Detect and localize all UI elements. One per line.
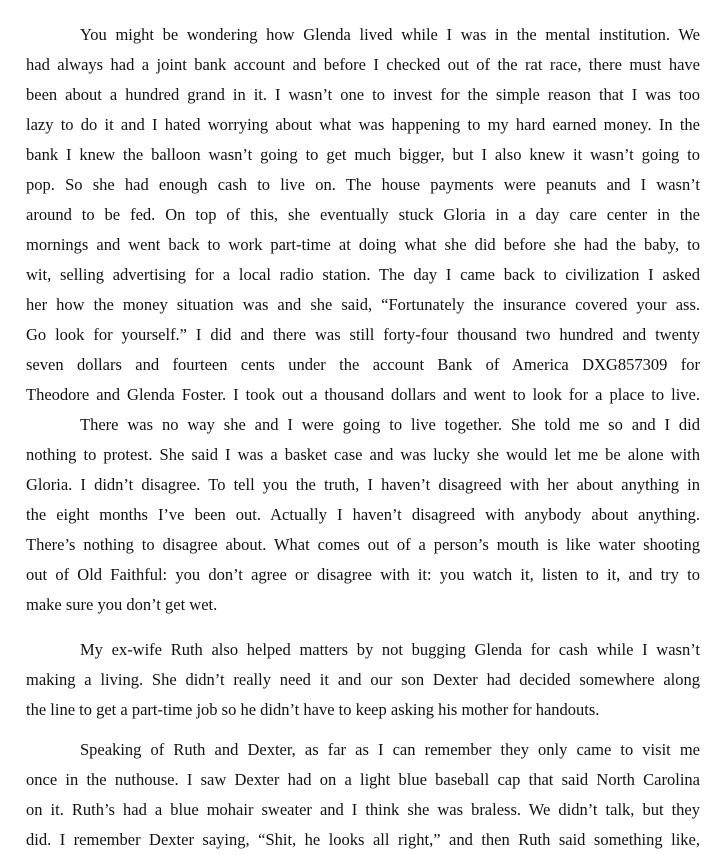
text-line: once in the nuthouse. I saw Dexter had on a light blue baseball cap that said North Carolina bbox=[26, 770, 700, 789]
text-line: wit, selling advertising for a local radio station. The day I came back to civilization I asked bbox=[26, 265, 700, 284]
text-line: the eight months I’ve been out. Actually I haven’t disagreed with anybody about anything. bbox=[26, 505, 700, 524]
text-line: make sure you don’t get wet. bbox=[26, 595, 218, 614]
text-line: lazy to do it and I hated worrying about what was happening to my hard earned money. In the bbox=[26, 115, 700, 134]
text-line: her how the money situation was and she said, “Fortunately the insurance covered your ass. bbox=[26, 295, 700, 314]
text-line: around to be fed. On top of this, she eventually stuck Gloria in a day care center in the bbox=[26, 205, 700, 224]
text-line: the line to get a part-time job so he didn’t have to keep asking his mother for handouts. bbox=[26, 700, 600, 719]
text-line: did. I remember Dexter saying, “Shit, he looks all right,” and then Ruth said something like, bbox=[26, 830, 700, 849]
text-line: had always had a joint bank account and before I checked out of the rat race, there must have bbox=[26, 55, 700, 74]
text-line: There’s nothing to disagree about. What comes out of a person’s mouth is like water shooting bbox=[26, 535, 700, 554]
text-line: You might be wondering how Glenda lived while I was in the mental institution. We bbox=[80, 25, 700, 44]
text-line: There was no way she and I were going to live together. She told me so and I did bbox=[80, 415, 700, 434]
text-line: bank I knew the balloon wasn’t going to get much bigger, but I also knew it wasn’t going to bbox=[26, 145, 700, 164]
text-line: Theodore and Glenda Foster. I took out a thousand dollars and went to look for a place to live. bbox=[26, 385, 700, 404]
text-line: nothing to protest. She said I was a basket case and was lucky she would let me be alone with bbox=[26, 445, 700, 464]
text-line: out of Old Faithful: you don’t agree or disagree with it: you watch it, listen to it, and try to bbox=[26, 565, 700, 584]
text-line: Go look for yourself.” I did and there was still forty-four thousand two hundred and twenty bbox=[26, 325, 700, 344]
text-line: mornings and went back to work part-time at doing what she did before she had the baby, to bbox=[26, 235, 700, 254]
text-line: My ex-wife Ruth also helped matters by not bugging Glenda for cash while I wasn’t bbox=[80, 640, 700, 659]
text-line: Gloria. I didn’t disagree. To tell you the truth, I haven’t disagreed with her about anything in bbox=[26, 475, 700, 494]
text-line: Speaking of Ruth and Dexter, as far as I can remember they only came to visit me bbox=[80, 740, 700, 759]
text-line: on it. Ruth’s had a blue mohair sweater and I think she was braless. We didn’t talk, but they bbox=[26, 800, 700, 819]
text-line: been about a hundred grand in it. I wasn’t one to invest for the simple reason that I was too bbox=[26, 85, 700, 104]
text-line: making a living. She didn’t really need it and our son Dexter had decided somewhere along bbox=[26, 670, 700, 689]
text-line: pop. So she had enough cash to live on. The house payments were peanuts and I wasn’t bbox=[26, 175, 700, 194]
text-line: seven dollars and fourteen cents under the account Bank of America DXG857309 for bbox=[26, 355, 700, 374]
